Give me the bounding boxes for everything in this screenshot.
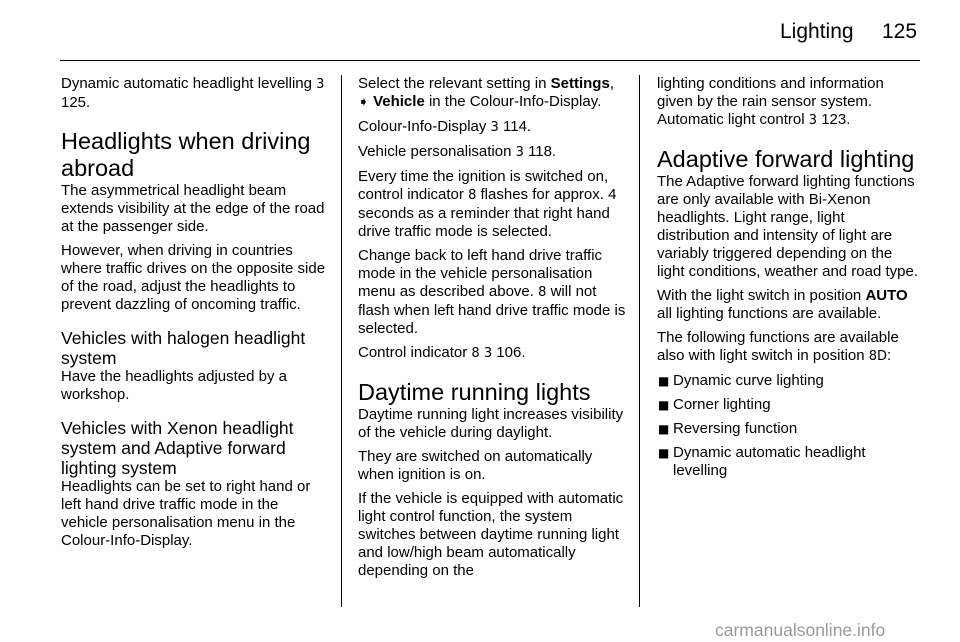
- column-divider-2: [639, 75, 640, 607]
- auto-position-label: AUTO: [865, 287, 908, 304]
- bullet-icon: ■: [658, 374, 670, 388]
- paragraph: Daytime running light increases visibility of the vehicle during daylight.: [358, 406, 624, 441]
- control-indicator-icon: 8: [468, 188, 477, 203]
- page-ref[interactable]: 118.: [528, 143, 557, 160]
- heading-adaptive-forward-lighting: Adaptive forward lighting: [657, 146, 915, 172]
- paragraph: Control indicator 8 3 106.: [358, 344, 526, 361]
- page-ref-arrow-icon: 3: [808, 113, 818, 128]
- bullet-icon: ■: [658, 398, 670, 412]
- paragraph: They are switched on automatically when ignition is on.: [358, 448, 593, 483]
- page-ref[interactable]: 125.: [61, 94, 91, 111]
- paragraph: Headlights can be set to right hand or left hand drive traffic mode in the vehicle personalisation menu in the Colour-Info-Display.: [61, 478, 311, 549]
- list-item: ■ Corner lighting: [658, 396, 771, 413]
- heading-xenon: Vehicles with Xenon headlight system and Adaptive forward lighting system: [61, 418, 294, 478]
- list-item: ■ Dynamic curve lighting: [658, 372, 824, 389]
- light-switch-position-icon: 8D: [868, 349, 888, 364]
- paragraph: Change back to left hand drive traffic mode in the vehicle personalisation menu as described above. 8 will not flash when left hand drive traffic mode is selected.: [358, 247, 626, 337]
- page-ref[interactable]: 123.: [821, 111, 851, 128]
- column-2: [358, 75, 626, 586]
- page-ref-arrow-icon: 3: [515, 145, 524, 160]
- paragraph: However, when driving in countries where traffic drives on the opposite side of the road, adjust the headlights to prevent dazzling of oncoming traffic.: [61, 242, 326, 313]
- paragraph: lighting conditions and information given by the rain sensor system.: [657, 75, 884, 110]
- bullet-icon: ■: [658, 422, 670, 436]
- paragraph: Dynamic automatic headlight levelling 3 125.: [61, 75, 325, 111]
- paragraph: Vehicle personalisation 3 118.: [358, 143, 557, 160]
- column-3: [657, 75, 919, 486]
- column-1: [61, 75, 327, 556]
- heading-headlights-abroad: Headlights when driving abroad: [61, 128, 311, 181]
- list-item: ■ Reversing function: [658, 420, 798, 437]
- page-ref[interactable]: 106.: [496, 344, 526, 361]
- section-title: Lighting: [780, 20, 854, 43]
- page-ref-arrow-icon: 3: [490, 120, 499, 135]
- paragraph: Automatic light control 3 123.: [657, 111, 851, 128]
- bullet-icon: ■: [658, 446, 670, 460]
- page-ref-arrow-icon: 3: [483, 346, 493, 361]
- paragraph: Have the headlights adjusted by a workshop.: [61, 368, 287, 403]
- paragraph: The following functions are available also with light switch in position 8D:: [657, 329, 899, 364]
- function-list: [657, 372, 919, 480]
- vehicle-menu-label: Vehicle: [373, 93, 425, 110]
- page-header: [0, 0, 960, 62]
- menu-arrow-icon: ➧: [358, 95, 369, 110]
- page-ref-arrow-icon: 3: [316, 77, 325, 92]
- watermark: carmanualsonline.info: [715, 620, 886, 640]
- settings-menu-label: Settings: [550, 75, 610, 92]
- list-item: ■ Dynamic automatic headlight levelling: [658, 444, 866, 479]
- column-divider-1: [341, 75, 342, 607]
- paragraph: The asymmetrical headlight beam extends visibility at the edge of the road at the passenger side.: [61, 182, 325, 235]
- page-number: 125: [882, 20, 918, 43]
- heading-daytime-running-lights: Daytime running lights: [358, 379, 591, 405]
- control-indicator-icon: 8: [471, 346, 480, 361]
- paragraph: The Adaptive forward lighting functions are only available with Bi-Xenon headlights. Light range, light distribution and intensity of light are variably triggered depending on the light conditions, weather and road type.: [657, 173, 918, 280]
- paragraph: With the light switch in position AUTO all lighting functions are available.: [657, 287, 908, 322]
- page-ref[interactable]: 114.: [503, 118, 532, 135]
- header-rule: [60, 60, 920, 61]
- paragraph: Every time the ignition is switched on, control indicator 8 flashes for approx. 4 seconds as a reminder that right hand drive traffic mode is selected.: [358, 168, 617, 240]
- paragraph: Select the relevant setting in Settings, ➧ Vehicle in the Colour-Info-Display.: [358, 75, 614, 110]
- control-indicator-icon: 8: [538, 285, 547, 300]
- heading-halogen: Vehicles with halogen headlight system: [61, 328, 306, 368]
- paragraph: If the vehicle is equipped with automatic light control function, the system switches between daytime running light and low/high beam automatically depending on the: [358, 490, 624, 579]
- paragraph: Colour-Info-Display 3 114.: [358, 118, 532, 135]
